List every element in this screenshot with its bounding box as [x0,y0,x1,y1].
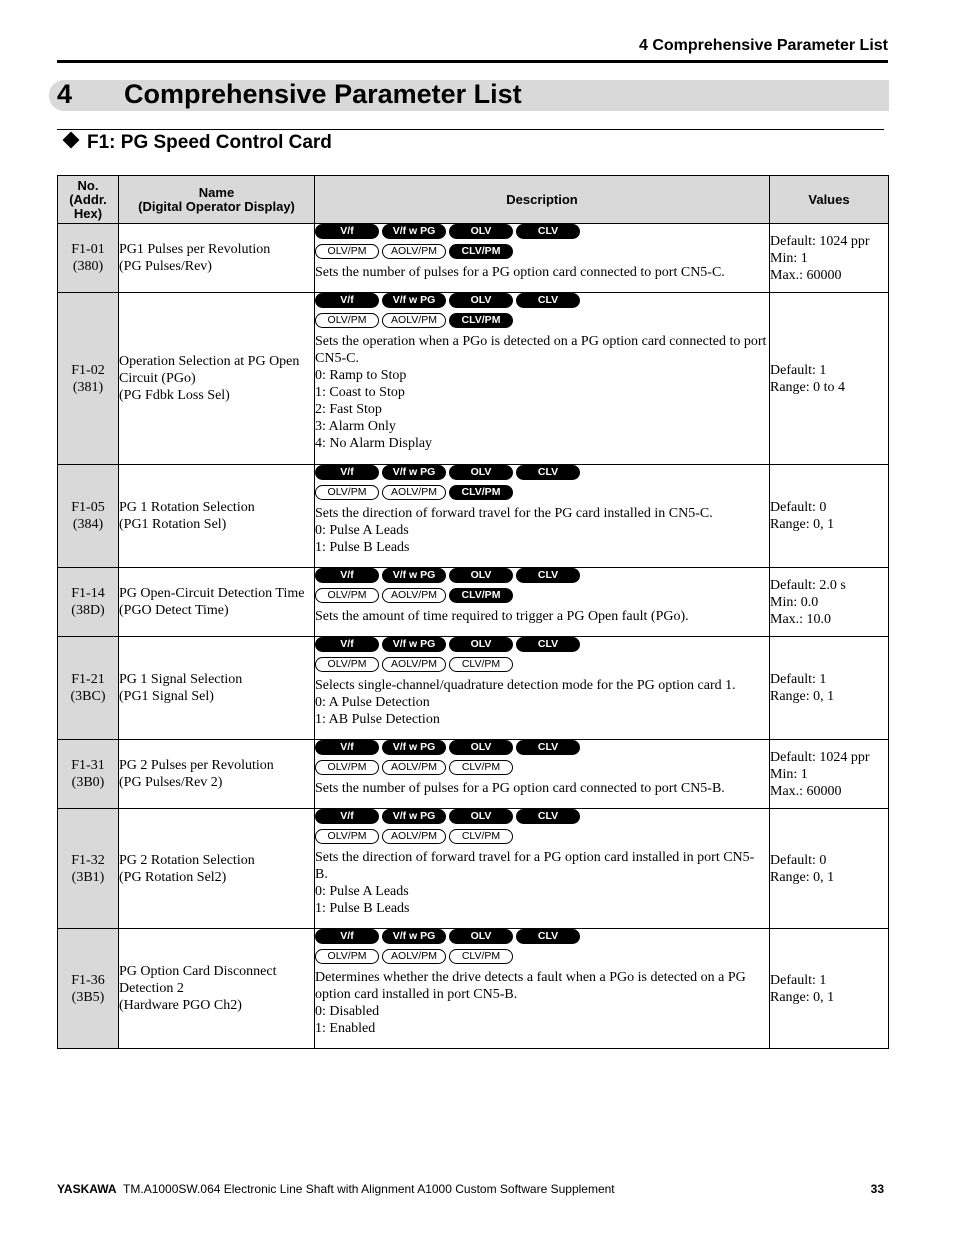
control-mode-badge: V/f w PG [382,568,446,583]
control-mode-badge: CLV [516,293,580,308]
header-description: Description [315,176,770,224]
param-description-text [315,969,769,1039]
param-name-line: PG1 Pulses per Revolution [119,242,271,257]
control-mode-badges [315,809,769,826]
description-line: 0: Pulse A Leads [315,523,409,538]
control-mode-badge: CLV/PM [449,949,513,964]
param-name-line: (Hardware PGO Ch2) [119,998,242,1013]
param-number-cell [58,740,119,809]
param-description-cell [315,740,770,809]
param-name-cell [119,929,315,1049]
control-mode-badge: V/f w PG [382,293,446,308]
param-number: F1-32 [71,852,105,868]
param-number: F1-05 [71,500,105,515]
param-description-cell [315,568,770,637]
control-mode-badge: AOLV/PM [382,657,446,672]
param-address: (38D) [71,603,105,618]
control-mode-badges [315,568,769,585]
description-line: 1: AB Pulse Detection [315,712,440,727]
value-line: Default: 2.0 s [770,577,846,593]
description-line: Sets the amount of time required to trigger a PG Open fault (PGo). [315,609,689,624]
param-name-line: (PG1 Signal Sel) [119,689,214,704]
control-mode-badge: OLV/PM [315,588,379,603]
param-name-line: Detection 2 [119,981,184,996]
param-number: F1-21 [71,672,105,687]
footer-brand: YASKAWA [57,1182,117,1196]
param-name-cell [119,224,315,293]
param-values-cell [770,809,889,929]
param-values-cell [770,293,889,465]
param-name-cell [119,809,315,929]
control-mode-badge: OLV/PM [315,657,379,672]
value-line: Max.: 60000 [770,267,842,283]
value-line: Default: 0 [770,500,827,515]
section-title: F1: PG Speed Control Card [87,132,332,153]
value-line: Max.: 10.0 [770,611,832,627]
param-values-cell [770,929,889,1049]
value-line: Range: 0, 1 [770,689,835,704]
control-mode-badge: AOLV/PM [382,949,446,964]
control-mode-badge: CLV [516,465,580,480]
control-mode-badge: V/f w PG [382,637,446,652]
value-line: Min: 1 [770,250,808,266]
control-mode-badge: OLV [449,568,513,583]
control-mode-badge: OLV [449,224,513,239]
control-mode-badge: V/f [315,929,379,944]
param-description-text [315,780,769,799]
value-line: Max.: 60000 [770,783,842,799]
description-line: 3: Alarm Only [315,419,396,434]
section-heading [62,132,332,154]
control-mode-badge: OLV [449,293,513,308]
table-row [58,568,889,637]
param-address: (3B0) [71,775,105,790]
control-mode-badges [315,637,769,654]
param-description-text [315,333,769,454]
param-name-line: (PG Fdbk Loss Sel) [119,388,230,403]
control-mode-badges [315,465,769,482]
param-address: (3BC) [70,689,106,704]
param-description-cell [315,809,770,929]
control-mode-badges [315,313,769,330]
description-line: 0: Ramp to Stop [315,368,407,383]
param-name-cell [119,568,315,637]
value-line: Range: 0, 1 [770,869,835,885]
value-line: Default: 1 [770,672,827,687]
param-number-cell [58,637,119,740]
control-mode-badge: CLV [516,637,580,652]
table-body [58,224,889,1049]
control-mode-badges [315,740,769,757]
control-mode-badges [315,929,769,946]
description-line: option card installed in port CN5-B. [315,987,518,1002]
param-description-cell [315,929,770,1049]
param-name-cell [119,465,315,568]
table-row [58,465,889,568]
value-line: Default: 1024 ppr [770,233,870,249]
control-mode-badge: OLV/PM [315,949,379,964]
description-line: Determines whether the drive detects a fault when a PGo is detected on a PG [315,970,746,985]
param-number: F1-36 [71,972,105,988]
param-number-cell [58,224,119,293]
description-line: B. [315,867,328,882]
param-values-cell [770,224,889,293]
control-mode-badges [315,949,769,966]
param-address: (384) [72,517,104,532]
param-name-cell [119,637,315,740]
control-mode-badge: V/f [315,809,379,824]
control-mode-badges [315,293,769,310]
param-address: (3B1) [71,869,105,885]
table-row [58,740,889,809]
control-mode-badge: V/f [315,568,379,583]
param-number-cell [58,293,119,465]
param-name-line: (PG Pulses/Rev 2) [119,775,223,790]
param-description-text [315,677,769,730]
value-line: Default: 1 [770,362,827,378]
param-name-line: PG 1 Signal Selection [119,672,243,687]
control-mode-badges [315,760,769,777]
param-name-line: PG 2 Pulses per Revolution [119,758,274,773]
control-mode-badges [315,829,769,846]
description-line: 0: Disabled [315,1004,380,1019]
description-line: 1: Enabled [315,1021,376,1036]
control-mode-badge: OLV [449,929,513,944]
control-mode-badge: V/f w PG [382,224,446,239]
param-name-line: PG Option Card Disconnect [119,964,277,979]
control-mode-badge: OLV [449,809,513,824]
control-mode-badge: OLV/PM [315,244,379,259]
table-header-row [58,176,889,224]
param-name-line: (PGO Detect Time) [119,603,229,618]
description-line: 1: Pulse B Leads [315,540,410,555]
param-name-line: (PG Rotation Sel2) [119,869,227,885]
control-mode-badge: V/f w PG [382,929,446,944]
param-number-cell [58,929,119,1049]
param-number: F1-14 [71,586,105,601]
control-mode-badges [315,244,769,261]
table-row [58,224,889,293]
description-line: Sets the number of pulses for a PG option card connected to port CN5-C. [315,265,725,280]
param-address: (380) [72,259,104,274]
value-line: Min: 0.0 [770,594,819,610]
control-mode-badge: AOLV/PM [382,588,446,603]
header-name: Name (Digital Operator Display) [119,176,315,224]
description-line: 1: Coast to Stop [315,385,405,400]
control-mode-badges [315,657,769,674]
control-mode-badge: AOLV/PM [382,829,446,844]
control-mode-badge: CLV/PM [449,657,513,672]
control-mode-badge: V/f [315,224,379,239]
control-mode-badge: CLV [516,224,580,239]
param-name-line: PG 2 Rotation Selection [119,852,255,868]
value-line: Default: 1024 ppr [770,749,870,765]
control-mode-badge: AOLV/PM [382,244,446,259]
table-row [58,809,889,929]
control-mode-badge: OLV/PM [315,485,379,500]
param-name-line: Operation Selection at PG Open [119,354,300,369]
value-line: Default: 0 [770,852,827,868]
description-line: 4: No Alarm Display [315,436,433,451]
param-name-line: (PG1 Rotation Sel) [119,517,227,532]
control-mode-badge: V/f w PG [382,740,446,755]
control-mode-badge: AOLV/PM [382,760,446,775]
control-mode-badge: AOLV/PM [382,313,446,328]
control-mode-badges [315,485,769,502]
control-mode-badge: CLV [516,809,580,824]
control-mode-badge: OLV [449,637,513,652]
param-values-cell [770,740,889,809]
page-number: 33 [870,1182,884,1196]
table-row [58,637,889,740]
param-name-cell [119,740,315,809]
header-values: Values [770,176,889,224]
value-line: Range: 0, 1 [770,517,835,532]
param-description-cell [315,637,770,740]
param-description-text [315,505,769,558]
value-line: Range: 0, 1 [770,989,835,1005]
param-number-cell [58,809,119,929]
control-mode-badge: CLV [516,740,580,755]
chapter-number: 4 [57,79,73,109]
description-line: 2: Fast Stop [315,402,382,417]
header-rule [57,60,888,63]
control-mode-badges [315,224,769,241]
control-mode-badge: V/f w PG [382,465,446,480]
control-mode-badge: CLV [516,568,580,583]
param-description-cell [315,293,770,465]
diamond-bullet-icon [63,132,80,149]
value-line: Default: 1 [770,972,827,988]
control-mode-badge: OLV [449,740,513,755]
footer-document-title: TM.A1000SW.064 Electronic Line Shaft with Alignment A1000 Custom Software Supplement [123,1182,615,1196]
param-name-line: PG Open-Circuit Detection Time [119,586,305,601]
section-rule [57,129,884,130]
param-number-cell [58,465,119,568]
description-line: Sets the direction of forward travel for a PG option card installed in port CN5- [315,850,755,865]
control-mode-badge: V/f [315,293,379,308]
param-description-text [315,608,769,627]
control-mode-badge: V/f [315,637,379,652]
param-values-cell [770,568,889,637]
control-mode-badge: OLV/PM [315,760,379,775]
description-line: 1: Pulse B Leads [315,901,410,916]
value-line: Range: 0 to 4 [770,379,846,395]
page-footer [57,1182,884,1196]
table-row [58,293,889,465]
control-mode-badge: CLV/PM [449,244,513,259]
running-header: 4 Comprehensive Parameter List [639,37,888,54]
control-mode-badge: CLV/PM [449,760,513,775]
control-mode-badge: CLV/PM [449,829,513,844]
control-mode-badge: CLV/PM [449,485,513,500]
param-values-cell [770,465,889,568]
description-line: Sets the number of pulses for a PG option card connected to port CN5-B. [315,781,725,796]
description-line: Selects single-channel/quadrature detection mode for the PG option card 1. [315,678,736,693]
param-number-cell [58,568,119,637]
param-values-cell [770,637,889,740]
param-description-text [315,849,769,919]
control-mode-badge: V/f [315,465,379,480]
parameter-table [57,175,889,1049]
param-name-line: Circuit (PGo) [119,371,196,386]
control-mode-badge: CLV/PM [449,313,513,328]
param-number: F1-31 [71,758,105,773]
param-name-line: (PG Pulses/Rev) [119,259,212,274]
description-line: 0: A Pulse Detection [315,695,430,710]
header-no: No. (Addr. Hex) [58,176,119,224]
param-number: F1-02 [71,362,105,378]
control-mode-badge: V/f w PG [382,809,446,824]
table-row [58,929,889,1049]
description-line: CN5-C. [315,351,359,366]
control-mode-badge: OLV/PM [315,313,379,328]
control-mode-badge: CLV [516,929,580,944]
value-line: Min: 1 [770,766,808,782]
description-line: 0: Pulse A Leads [315,884,409,899]
param-description-text [315,264,769,283]
param-description-cell [315,224,770,293]
chapter-heading [49,80,889,111]
description-line: Sets the direction of forward travel for the PG card installed in CN5-C. [315,506,713,521]
param-name-line: PG 1 Rotation Selection [119,500,255,515]
chapter-title: Comprehensive Parameter List [124,79,522,109]
control-mode-badge: CLV/PM [449,588,513,603]
control-mode-badges [315,588,769,605]
control-mode-badge: OLV [449,465,513,480]
param-name-cell [119,293,315,465]
param-number: F1-01 [71,242,105,257]
control-mode-badge: AOLV/PM [382,485,446,500]
description-line: Sets the operation when a PGo is detected on a PG option card connected to port [315,334,767,349]
param-address: (381) [72,379,104,395]
control-mode-badge: OLV/PM [315,829,379,844]
param-address: (3B5) [71,989,105,1005]
param-description-cell [315,465,770,568]
control-mode-badge: V/f [315,740,379,755]
